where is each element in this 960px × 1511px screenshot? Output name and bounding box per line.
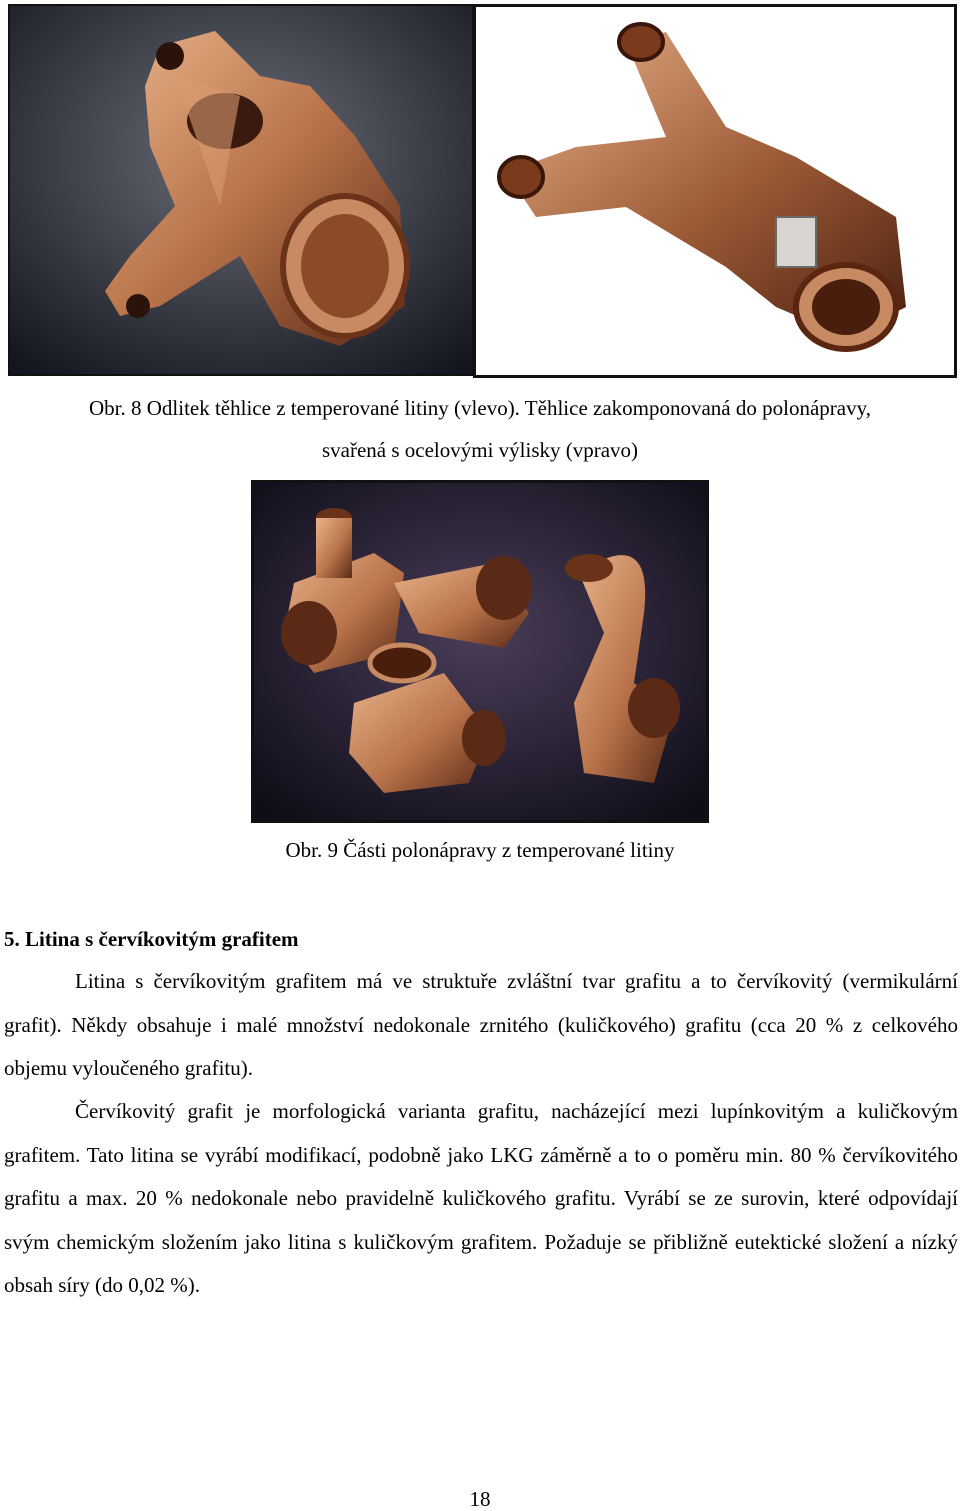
knuckle-casting-image [10,6,472,374]
figure-8-caption-line-2: svařená s ocelovými výlisky (vpravo) [321,438,639,462]
figure-8-left-photo [8,4,474,376]
page-number: 18 [469,1487,491,1511]
control-arm-image [476,7,954,375]
section-heading: 5. Litina s červíkovitým grafitem [4,927,299,951]
axle-parts-image [254,483,706,820]
paragraph-2: Červíkovitý grafit je morfologická varianta grafitu, nacházející mezi lupínkovitým a kuličkovým grafitem. Tato litina se vyrábí modifikací, podobně jako LKG záměrně a to o poměru min. 80 % červíkovitého grafitu a max. 20 % nedokonale nebo pravidelně kuličkového grafitu. Vyrábí se ze surovin, které odpovídají svým chemickým složením jako litina s kuličkovým grafitem. Požaduje se přibližně eutektické složení a nízký obsah síry (do 0,02 %). [4,1099,958,1297]
figure-9-caption: Obr. 9 Části polonápravy z temperované litiny [285,838,675,862]
paragraph-1: Litina s červíkovitým grafitem má ve struktuře zvláštní tvar grafitu a to červíkovitý (vermikulární grafit). Někdy obsahuje i malé množství nedokonale zrnitého (kuličkového) grafitu (cca 20 % z celkového objemu vyloučeného grafitu). [4,969,958,1080]
figure-8-caption-line-1: Obr. 8 Odlitek těhlice z temperované litiny (vlevo). Těhlice zakomponovaná do polonápravy, [88,396,871,420]
figure-8-right-photo [473,4,957,378]
figure-9-photo [251,480,709,823]
